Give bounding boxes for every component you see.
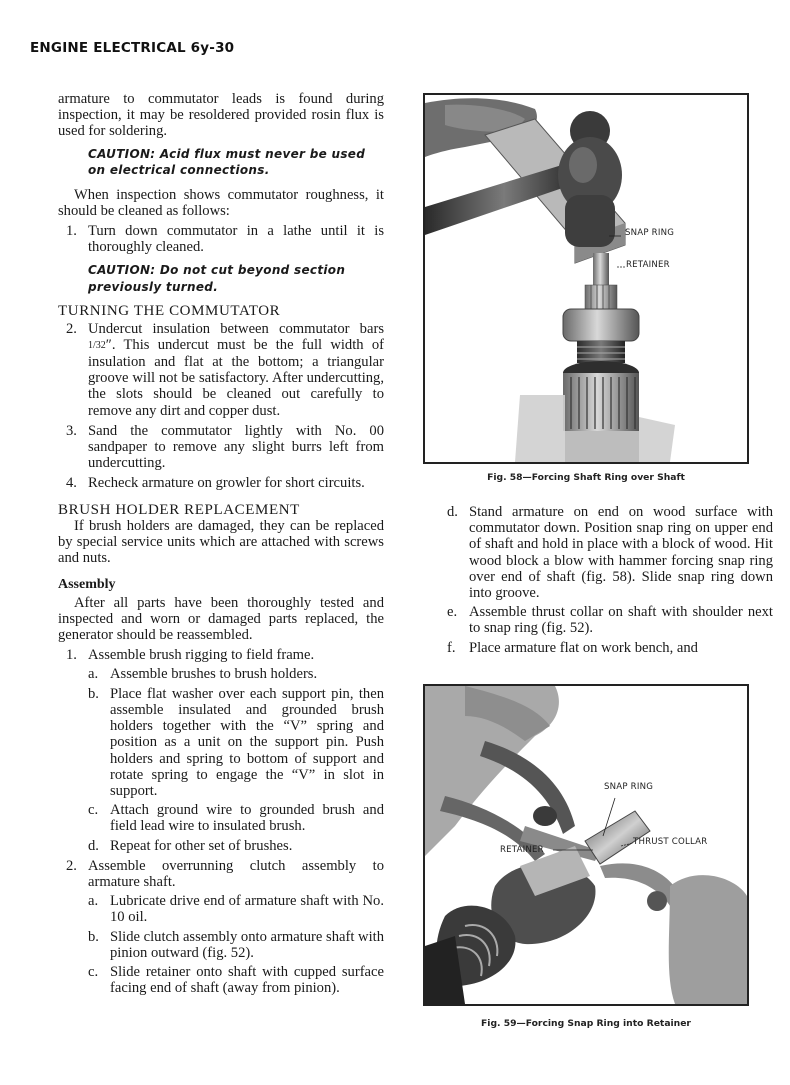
left-column	[58, 91, 384, 996]
step-number: 1.	[66, 223, 77, 240]
step-text	[88, 321, 384, 419]
substep-letter: d.	[447, 504, 458, 520]
assembly-step-2f	[447, 640, 773, 656]
step-number: 4.	[66, 475, 77, 492]
callout-thrust-collar: THRUST COLLAR	[633, 837, 708, 847]
assembly-step-2b	[88, 929, 384, 961]
step-number: 1.	[66, 647, 77, 664]
step-4	[58, 475, 384, 491]
section-heading-turning: TURNING THE COMMUTATOR	[58, 303, 281, 320]
figure-59-caption: Fig. 59—Forcing Snap Ring into Retainer	[481, 1018, 691, 1029]
assembly-step-2d	[447, 504, 773, 601]
step-text: Recheck armature on growler for short circuits.	[88, 475, 365, 492]
callout-retainer: RETAINER	[626, 260, 670, 270]
assembly-step-1c	[88, 802, 384, 834]
substep-text: Lubricate drive end of armature shaft with No. 10 oil.	[110, 893, 384, 926]
substep-letter: f.	[447, 639, 456, 656]
section-heading-brush: BRUSH HOLDER REPLACEMENT	[58, 501, 300, 518]
substep-letter: a.	[88, 666, 99, 683]
assembly-step-2	[58, 858, 384, 890]
assembly-step-2e	[447, 604, 773, 636]
subheading-assembly: Assembly	[58, 577, 116, 593]
step-number: 2.	[66, 320, 77, 337]
substep-text: Repeat for other set of brushes.	[110, 837, 293, 854]
assembly-paragraph: After all parts have been thoroughly tested and inspected and worn or damaged parts replaced, the generator should be reassembled.	[58, 594, 384, 644]
step-1	[58, 223, 384, 255]
assembly-step-1a	[88, 666, 384, 682]
step-text: Assemble overrunning clutch assembly to armature shaft.	[88, 857, 384, 890]
substep-letter: b.	[88, 685, 99, 702]
substep-text: Stand armature on end on wood surface with commutator down. Position snap ring on upper end of shaft and hold in place with a block of wood. Hit wood block a blow with hammer forcing snap ring over end of shaft (fig. 58). Slide snap ring down into groove.	[469, 504, 773, 602]
callout-retainer: RETAINER	[500, 845, 544, 855]
substep-text: Place flat washer over each support pin, then assemble insulated and grounded brush holders together with the “V” spring and position as a unit on the support pin. Push holders and spring to bottom of support and rotate spring to engage the “V” in slot in support.	[110, 685, 384, 799]
assembly-step-1d	[88, 838, 384, 854]
step-text: Sand the commutator lightly with No. 00 sandpaper to remove any slight burrs left from undercutting.	[88, 422, 384, 472]
step-number: 2.	[66, 857, 77, 874]
substep-letter: d.	[88, 837, 99, 854]
substep-letter: b.	[88, 928, 99, 945]
substep-text: Place armature flat on work bench, and	[469, 639, 698, 656]
substep-text: Assemble thrust collar on shaft with shoulder next to snap ring (fig. 52).	[469, 604, 773, 637]
step-2	[58, 321, 384, 419]
hammer-armature-illustration	[425, 95, 747, 462]
substep-text: Slide clutch assembly onto armature shaft with pinion outward (fig. 52).	[110, 928, 384, 961]
fraction: 1/32	[88, 339, 106, 351]
assembly-step-1	[58, 647, 384, 663]
assembly-step-1b	[88, 686, 384, 799]
roughness-paragraph: When inspection shows commutator roughness, it should be cleaned as follows:	[58, 186, 384, 219]
substep-letter: e.	[447, 604, 458, 621]
figure-59-photo	[423, 684, 749, 1006]
substep-letter: a.	[88, 893, 99, 910]
assembly-step-2a	[88, 893, 384, 925]
step-3	[58, 423, 384, 472]
step-text: Assemble brush rigging to field frame.	[88, 647, 315, 664]
assembly-step-2c	[88, 964, 384, 996]
step-number: 3.	[66, 422, 77, 439]
callout-snap-ring: SNAP RING	[604, 782, 654, 792]
substep-letter: c.	[88, 963, 99, 980]
callout-snap-ring: SNAP RING	[625, 228, 675, 238]
figure-58-photo	[423, 93, 749, 464]
step-text-part: ″. This undercut must be the full width of insulation and flat at the bottom; a triangular groove will not be satisfactory. After undercutting, the slots should be cleaned out carefully to remove any dirt and copper dust.	[88, 336, 384, 419]
substep-text: Attach ground wire to grounded brush and field lead wire to insulated brush.	[110, 802, 384, 835]
substep-text: Slide retainer onto shaft with cupped surface facing end of shaft (away from pinion).	[110, 963, 384, 997]
intro-paragraph: armature to commutator leads is found during inspection, it may be resoldered provided rosin flux is used for soldering.	[58, 91, 384, 140]
caution-cut-beyond: CAUTION: Do not cut beyond section previously turned.	[88, 263, 346, 294]
step-text: Turn down commutator in a lathe until it is thoroughly cleaned.	[88, 223, 384, 256]
caution-acid-flux: CAUTION: Acid flux must never be used on electrical connections.	[88, 146, 366, 178]
right-column-text	[447, 504, 773, 656]
page-header: ENGINE ELECTRICAL 6y-30	[30, 40, 235, 56]
figure-58-caption: Fig. 58—Forcing Shaft Ring over Shaft	[487, 472, 685, 483]
substep-text: Assemble brushes to brush holders.	[110, 666, 318, 683]
step-text-part: Undercut insulation between commutator bars	[88, 320, 384, 337]
brush-paragraph: If brush holders are damaged, they can be replaced by special service units which are attached with screws and nuts.	[58, 517, 384, 567]
substep-letter: c.	[88, 802, 99, 819]
